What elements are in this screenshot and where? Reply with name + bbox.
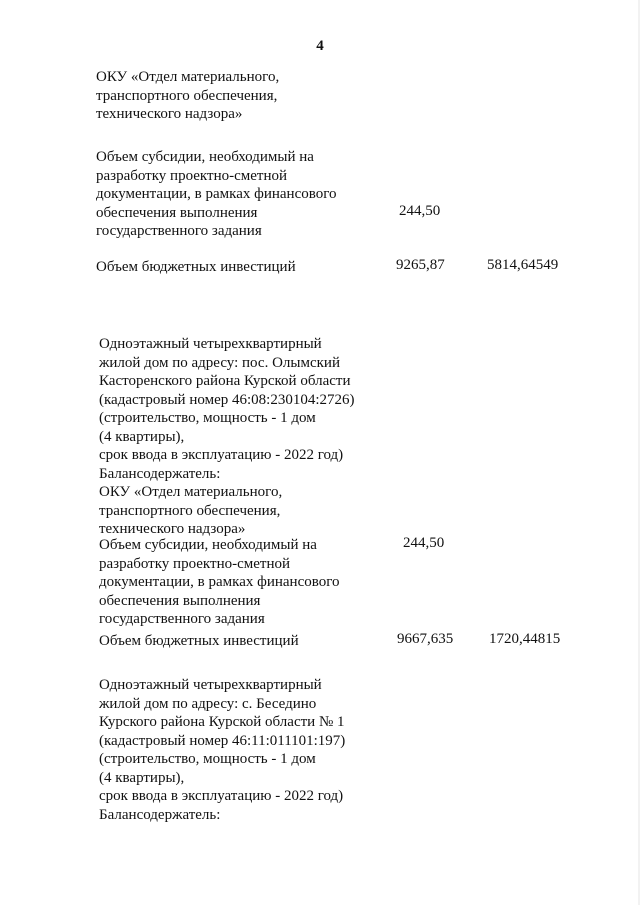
text-line: (строительство, мощность - 1 дом (99, 751, 316, 767)
text-line: (кадастровый номер 46:11:011101:197) (99, 732, 346, 749)
text-line: разработку проектно-сметной (96, 167, 288, 184)
text-line: Объем субсидии, необходимый на (99, 537, 317, 553)
text-line: ОКУ «Отдел материального, (99, 484, 283, 500)
text-line: Курского района Курской области № 1 (99, 714, 345, 730)
section1-investments-label: Объем бюджетных инвестиций (96, 259, 296, 275)
text-line: технического надзора» (96, 106, 243, 122)
text-line: Балансодержатель: (99, 806, 221, 823)
text-line: жилой дом по адресу: с. Беседино (99, 695, 317, 712)
text-line: Одноэтажный четырехквартирный (99, 336, 322, 352)
text-line: транспортного обеспечения, (99, 502, 281, 519)
text-line: Одноэтажный четырехквартирный (99, 677, 322, 693)
text-line: срок ввода в эксплуатацию - 2022 год) (99, 447, 344, 463)
text-line: жилой дом по адресу: пос. Олымский (99, 354, 340, 371)
text-line: Касторенского района Курской области (99, 373, 351, 389)
text-line: Балансодержатель: (99, 465, 221, 482)
text-line: документации, в рамках финансового (99, 574, 340, 590)
text-line: транспортного обеспечения, (96, 87, 278, 104)
text-line: государственного задания (99, 611, 265, 627)
section2-object-description (99, 335, 354, 539)
section2-subsidy-value: 244,50 (403, 535, 445, 551)
text-line: (4 квартиры), (99, 428, 185, 445)
section2-investments-label: Объем бюджетных инвестиций (99, 633, 299, 649)
text-line: государственного задания (96, 223, 262, 239)
section2-investments-value-1: 9667,635 (397, 631, 454, 647)
section1-investments-value-1: 9265,87 (396, 257, 445, 273)
section1-holder (96, 68, 279, 124)
section1-subsidy-label (96, 148, 337, 241)
page-number: 4 (316, 38, 324, 54)
text-line: обеспечения выполнения (96, 204, 258, 221)
text-line: технического надзора» (99, 521, 246, 537)
section1-investments-value-2: 5814,64549 (487, 257, 559, 273)
text-line: разработку проектно-сметной (99, 555, 291, 572)
text-line: (4 квартиры), (99, 769, 185, 786)
text-line: Объем субсидии, необходимый на (96, 149, 314, 165)
text-line: обеспечения выполнения (99, 592, 261, 609)
section3-object-description (99, 676, 345, 824)
text-line: ОКУ «Отдел материального, (96, 69, 280, 85)
section2-investments-value-2: 1720,44815 (489, 631, 561, 647)
section2-subsidy-label (99, 536, 340, 629)
text-line: срок ввода в эксплуатацию - 2022 год) (99, 788, 344, 804)
text-line: (кадастровый номер 46:08:230104:2726) (99, 391, 355, 408)
section1-subsidy-value: 244,50 (399, 203, 441, 219)
text-line: (строительство, мощность - 1 дом (99, 410, 316, 426)
text-line: документации, в рамках финансового (96, 186, 337, 202)
